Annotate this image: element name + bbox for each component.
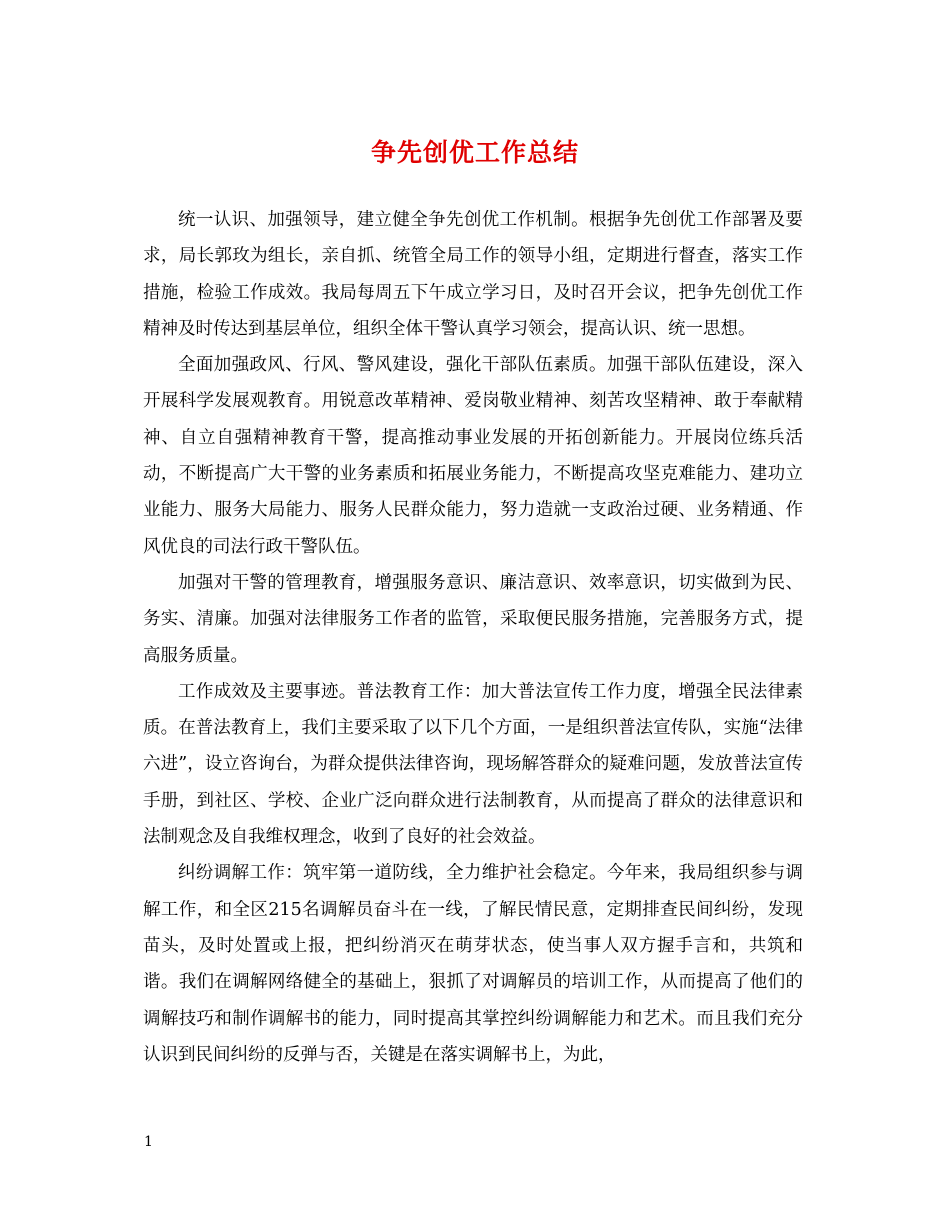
document-title: 争先创优工作总结 bbox=[370, 138, 579, 167]
paragraph-5: 纠纷调解工作：筑牢第一道防线，全力维护社会稳定。今年来，我局组织参与调解工作，和全区215名调解员奋斗在一线，了解民情民意，定期排查民间纠纷，发现苗头，及时处置或上报，把纠纷消灭在萌芽状态，使当事人双方握手言和，共筑和谐。我们在调解网络健全的基础上，狠抓了对调解员的培训工作，从而提高了他们的调解技巧和制作调解书的能力，同时提高其掌控纠纷调解能力和艺术。而且我们充分认识到民间纠纷的反弹与否，关键是在落实调解书上，为此， bbox=[143, 863, 803, 1065]
paragraph-2: 全面加强政风、行风、警风建设，强化干部队伍素质。加强干部队伍建设，深入开展科学发展观教育。用锐意改革精神、爱岗敬业精神、刻苦攻坚精神、敢于奉献精神、自立自强精神教育干警，提高推动事业发展的开拓创新能力。开展岗位练兵活动，不断提高广大干警的业务素质和拓展业务能力，不断提高攻坚克难能力、建功立业能力、服务大局能力、服务人民群众能力，努力造就一支政治过硬、业务精通、作风优良的司法行政干警队伍。 bbox=[143, 355, 803, 557]
page-number: 1 bbox=[144, 1134, 153, 1150]
paragraph-1: 统一认识、加强领导，建立健全争先创优工作机制。根据争先创优工作部署及要求，局长郭玫为组长，亲自抓、统管全局工作的领导小组，定期进行督查，落实工作措施，检验工作成效。我局每周五下午成立学习日，及时召开会议，把争先创优工作精神及时传达到基层单位，组织全体干警认真学习领会，提高认识、统一思想。 bbox=[143, 210, 803, 339]
document-body bbox=[143, 202, 803, 1073]
paragraph-3: 加强对干警的管理教育，增强服务意识、廉洁意识、效率意识，切实做到为民、务实、清廉。加强对法律服务工作者的监管，采取便民服务措施，完善服务方式，提高服务质量。 bbox=[143, 572, 803, 666]
paragraph-4: 工作成效及主要事迹。普法教育工作：加大普法宣传工作力度，增强全民法律素质。在普法教育上，我们主要采取了以下几个方面，一是组织普法宣传队，实施“法律六进”，设立咨询台，为群众提供法律咨询，现场解答群众的疑难问题，发放普法宣传手册，到社区、学校、企业广泛向群众进行法制教育，从而提高了群众的法律意识和法制观念及自我维权理念，收到了良好的社会效益。 bbox=[143, 681, 803, 848]
